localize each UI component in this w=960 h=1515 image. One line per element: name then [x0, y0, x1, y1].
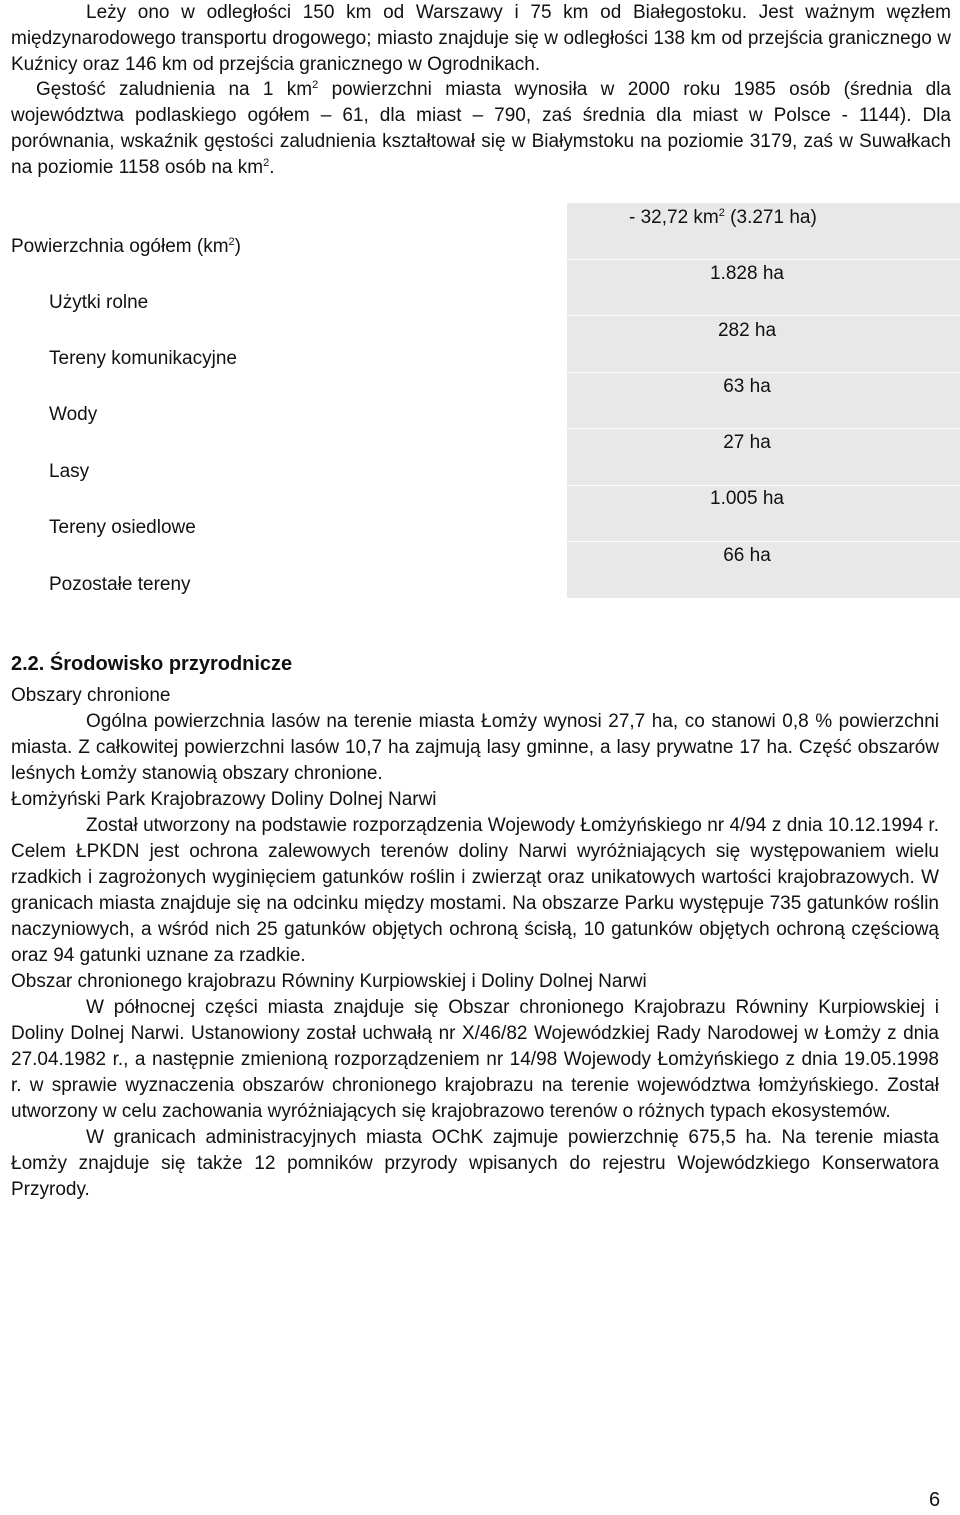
table-row-value: 1.005 ha: [710, 488, 784, 509]
table-row-value: 27 ha: [723, 432, 771, 453]
forest-paragraph: Ogólna powierzchnia lasów na terenie miasta Łomży wynosi 27,7 ha, co stanowi 0,8 % powierzchni miasta. Z całkowitej powierzchni lasów 10,7 ha zajmują lasy gminne, a lasy prywatne 17 ha. Część obszarów leśnych Łomży stanowią obszary chronione.: [11, 711, 939, 784]
table-row-label: Tereny osiedlowe: [49, 517, 196, 538]
total-area-value: - 32,72 $km^2$ (3.271 ha): [629, 207, 817, 228]
density-text-b: powierzchni miasta wynosiła w 2000 roku 1985 osób (średnia dla województwa podlaskiego ogółem – 61, dla miast – 790, zaś średnia dla miast w Polsce - 1144). Dla porównania, wskaźnik gęstości zaludnienia kształtował się w Białymstoku na poziomie 3179, zaś w Suwałkach na poziomie 1158 osób na km: [11, 79, 951, 178]
row-separator: [567, 315, 960, 316]
table-row-label: Lasy: [49, 461, 90, 482]
row-separator: [567, 428, 960, 429]
land-use-table: [11, 203, 960, 598]
table-row-label: Użytki rolne: [49, 292, 149, 313]
intro-paragraph-2: [11, 77, 951, 181]
table-row-value: 66 ha: [723, 545, 771, 566]
density-sup-2: 2: [263, 157, 270, 169]
table-row-label: Wody: [49, 404, 98, 425]
landscape-park-paragraph: Został utworzony na podstawie rozporządzenia Wojewody Łomżyńskiego nr 4/94 z dnia 10.12.1994 r. Celem ŁPKDN jest ochrona zalewowych terenów doliny Narwi wyróżniających się występowaniem wielu rzadkich i zagrożonych wyginięciem gatunków roślin i zwierząt oraz unikatowych wartości krajobrazowych. W granicach miasta znajduje się na odcinku między mostami. Na obszarze Parku występuje 735 gatunków roślin naczyniowych, a wśród nich 25 gatunków objętych ochroną ścisłą, 10 gatunków objętych ochroną częściową oraz 94 gatunki uznane za rzadkie.: [11, 815, 939, 966]
density-sup-1: 2: [312, 79, 319, 91]
section-body: [11, 683, 939, 1203]
density-text-a: Gęstość zaludnienia na 1 km: [36, 79, 313, 100]
row-separator: [567, 541, 960, 542]
row-separator: [567, 372, 960, 373]
subheading-protected-areas: Obszary chronione: [11, 685, 171, 706]
subheading-landscape-park: Łomżyński Park Krajobrazowy Doliny Dolnej Narwi: [11, 789, 437, 810]
table-row-label: Pozostałe tereny: [49, 574, 191, 595]
total-area-label: Powierzchnia ogółem $(km^2)$: [11, 236, 241, 257]
row-separator: [567, 485, 960, 486]
section-heading: 2.2. Środowisko przyrodnicze: [11, 653, 293, 675]
density-text-c: .: [269, 157, 275, 178]
table-row-value: 1.828 ha: [710, 263, 784, 284]
table-row-label: Tereny komunikacyjne: [49, 348, 237, 369]
protected-landscape-paragraph: W północnej części miasta znajduje się Obszar chronionego Krajobrazu Równiny Kurpiowskiej i Doliny Dolnej Narwi. Ustanowiony został uchwałą nr X/46/82 Wojewódzkiej Rady Narodowej w Łomży z dnia 27.04.1982 r., a następnie zmienioną rozporządzeniem nr 14/98 Wojewody Łomżyńskiego z dnia 19.05.1998 r. w sprawie wyznaczenia obszarów chronionego krajobrazu na terenie województwa łomżyńskiego. Został utworzony w celu zachowania wyróżniających się krajobrazowo terenów o różnych typach ekosystemów.: [11, 997, 939, 1122]
table-row-value: 282 ha: [717, 320, 777, 341]
intro-paragraph-1: [11, 0, 951, 78]
row-separator: [567, 259, 960, 260]
subheading-protected-landscape: Obszar chronionego krajobrazu Równiny Kurpiowskiej i Doliny Dolnej Narwi: [11, 971, 647, 992]
ochk-paragraph: W granicach administracyjnych miasta OChK zajmuje powierzchnię 675,5 ha. Na terenie miasta Łomży znajduje się także 12 pomników przyrody wpisanych do rejestru Wojewódzkiego Konserwatora Przyrody.: [11, 1127, 939, 1200]
intro-paragraph-1-text: Leży ono w odległości 150 km od Warszawy i 75 km od Białegostoku. Jest ważnym węzłem międzynarodowego transportu drogowego; miasto znajduje się w odległości 138 km od przejścia granicznego w Kuźnicy oraz 146 km od przejścia granicznego w Ogrodnikach.: [11, 2, 951, 75]
page-number: 6: [929, 1489, 941, 1511]
table-row-value: 63 ha: [723, 376, 771, 397]
